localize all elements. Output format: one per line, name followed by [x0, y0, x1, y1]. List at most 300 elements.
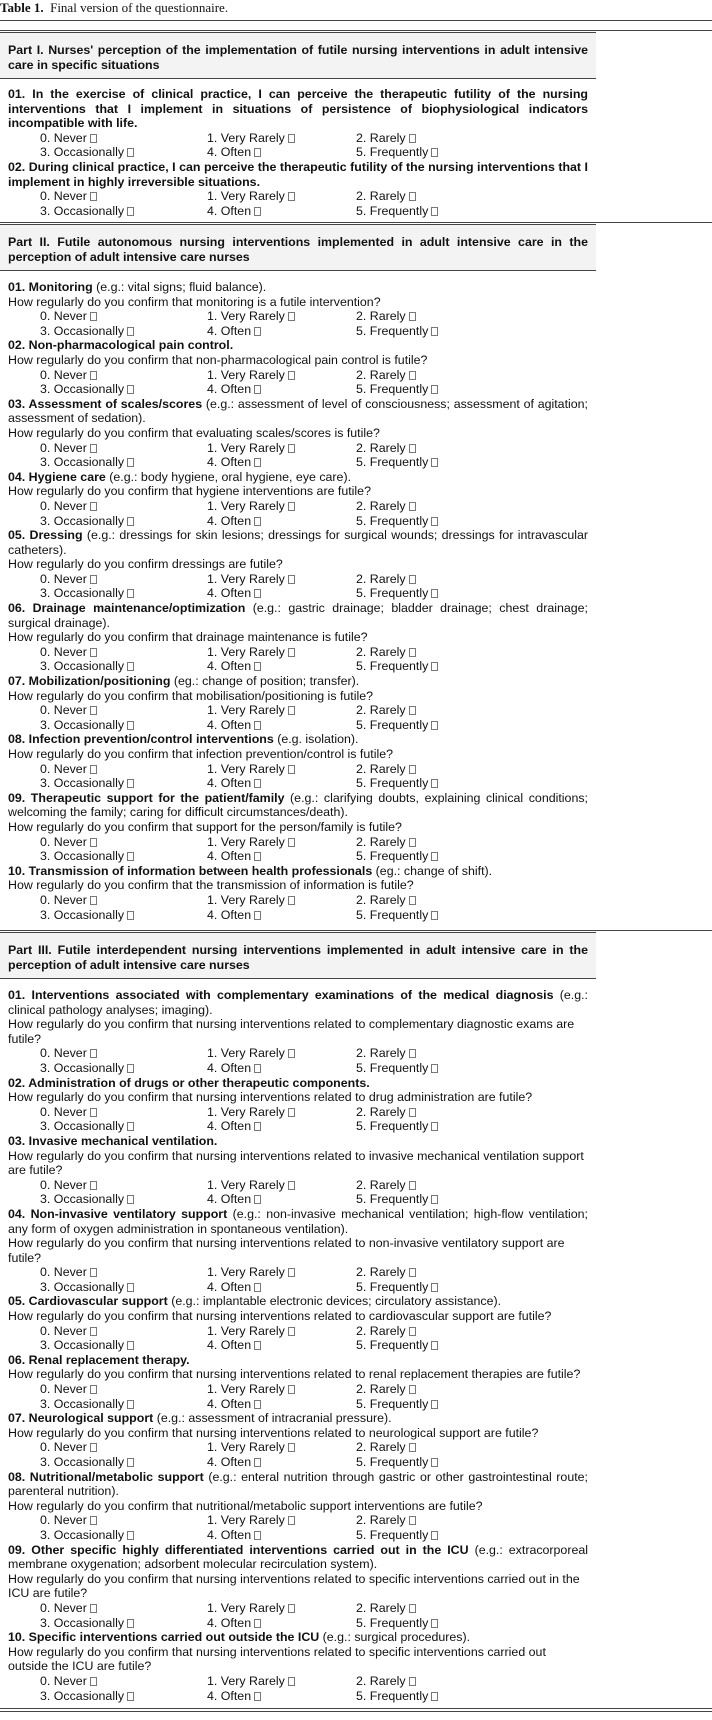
answer-option[interactable]	[207, 908, 261, 923]
item-question: How regularly do you confirm dressings are futile?	[8, 557, 283, 572]
checkbox-icon[interactable]	[431, 327, 438, 336]
checkbox-icon[interactable]	[254, 589, 261, 598]
checkbox-icon[interactable]	[90, 1677, 97, 1686]
checkbox-icon[interactable]	[254, 1064, 261, 1073]
answer-option[interactable]	[207, 1440, 295, 1455]
checkbox-icon[interactable]	[431, 779, 438, 788]
checkbox-icon[interactable]	[409, 765, 416, 774]
answer-option[interactable]	[207, 1528, 261, 1543]
checkbox-icon[interactable]	[90, 1049, 97, 1058]
checkbox-icon[interactable]	[90, 1443, 97, 1452]
answer-option[interactable]	[356, 1265, 416, 1280]
answer-option[interactable]	[40, 1601, 97, 1616]
item-title-bold: 02. Administration of drugs or other therapeutic components.	[8, 1075, 370, 1090]
answer-option[interactable]	[207, 514, 261, 529]
checkbox-icon[interactable]	[409, 648, 416, 657]
checkbox-icon[interactable]	[90, 1327, 97, 1336]
item-title-detail: (eg.: change of shift).	[372, 863, 493, 878]
item-question: How regularly do you confirm that nursing interventions related to specific interventions carried out outside the ICU are futile?	[8, 1644, 546, 1674]
answer-option[interactable]	[356, 382, 438, 397]
checkbox-icon[interactable]	[254, 779, 261, 788]
checkbox-icon[interactable]	[127, 207, 134, 216]
answer-option[interactable]	[207, 382, 261, 397]
answer-option[interactable]	[356, 1192, 438, 1207]
checkbox-icon[interactable]	[254, 207, 261, 216]
answer-option[interactable]	[40, 1192, 134, 1207]
answer-option-label: 1. Very Rarely	[207, 571, 285, 586]
checkbox-icon[interactable]	[127, 852, 134, 861]
answer-option[interactable]	[356, 1061, 438, 1076]
checkbox-icon[interactable]	[409, 1443, 416, 1452]
answer-option[interactable]	[356, 703, 416, 718]
answer-option[interactable]	[207, 499, 295, 514]
checkbox-icon[interactable]	[90, 192, 97, 201]
answer-option[interactable]	[207, 455, 261, 470]
answer-option-label: 1. Very Rarely	[207, 1440, 285, 1455]
answer-option[interactable]	[207, 586, 261, 601]
checkbox-icon[interactable]	[90, 1516, 97, 1525]
checkbox-icon[interactable]	[90, 1268, 97, 1277]
answer-option[interactable]	[207, 645, 295, 660]
checkbox-icon[interactable]	[409, 1327, 416, 1336]
answer-option[interactable]	[356, 1178, 416, 1193]
answer-option[interactable]	[356, 1338, 438, 1353]
answer-option[interactable]	[207, 1338, 261, 1353]
answer-option[interactable]	[40, 189, 97, 204]
checkbox-icon[interactable]	[431, 911, 438, 920]
checkbox-icon[interactable]	[90, 312, 97, 321]
answer-option[interactable]	[40, 1178, 97, 1193]
answer-option-label: 2. Rarely	[356, 1440, 406, 1455]
checkbox-icon[interactable]	[90, 371, 97, 380]
checkbox-icon[interactable]	[288, 1677, 295, 1686]
answer-option[interactable]	[40, 1674, 97, 1689]
answer-option[interactable]	[356, 908, 438, 923]
item-question: How regularly do you confirm that nursing interventions related to invasive mechanical ventilation support are futile?	[8, 1148, 584, 1178]
answer-option-label: 5. Frequently	[356, 849, 429, 864]
item-question: How regularly do you confirm that drainage maintenance is futile?	[8, 630, 368, 645]
answer-option[interactable]	[207, 131, 295, 146]
answer-option-label: 1. Very Rarely	[207, 1265, 285, 1280]
answer-option[interactable]	[207, 1192, 261, 1207]
checkbox-icon[interactable]	[409, 134, 416, 143]
answer-option[interactable]	[207, 1689, 261, 1704]
answer-option[interactable]	[356, 893, 416, 908]
checkbox-icon[interactable]	[254, 385, 261, 394]
checkbox-icon[interactable]	[127, 1064, 134, 1073]
checkbox-icon[interactable]	[409, 1108, 416, 1117]
checkbox-icon[interactable]	[409, 1268, 416, 1277]
checkbox-icon[interactable]	[90, 502, 97, 511]
answer-options	[8, 1046, 588, 1075]
checkbox-icon[interactable]	[409, 1049, 416, 1058]
checkbox-icon[interactable]	[431, 662, 438, 671]
answer-option[interactable]	[207, 762, 295, 777]
answer-option[interactable]	[356, 762, 416, 777]
answer-option[interactable]	[356, 499, 416, 514]
checkbox-icon[interactable]	[90, 648, 97, 657]
checkbox-icon[interactable]	[254, 1458, 261, 1467]
checkbox-icon[interactable]	[254, 662, 261, 671]
checkbox-icon[interactable]	[127, 1400, 134, 1409]
answer-option[interactable]	[40, 441, 97, 456]
answer-option-label: 2. Rarely	[356, 1265, 406, 1280]
answer-option[interactable]	[207, 572, 295, 587]
answer-option[interactable]	[40, 1324, 97, 1339]
checkbox-icon[interactable]	[90, 1108, 97, 1117]
checkbox-icon[interactable]	[127, 911, 134, 920]
checkbox-icon[interactable]	[127, 458, 134, 467]
item-title-detail: (e.g.: clarifying doubts, explaining clinical conditions; welcoming the family; caring for difficult circumstances/death).	[8, 790, 588, 820]
checkbox-icon[interactable]	[254, 911, 261, 920]
answer-option[interactable]	[40, 131, 97, 146]
checkbox-icon[interactable]	[90, 134, 97, 143]
answer-option[interactable]	[207, 1046, 295, 1061]
answer-option-label: 2. Rarely	[356, 892, 406, 907]
answer-option[interactable]	[356, 1382, 416, 1397]
checkbox-icon[interactable]	[409, 502, 416, 511]
checkbox-icon[interactable]	[431, 385, 438, 394]
answer-option[interactable]	[356, 1397, 438, 1412]
checkbox-icon[interactable]	[90, 706, 97, 715]
answer-option-label: 0. Never	[40, 761, 87, 776]
answer-option[interactable]	[40, 1440, 97, 1455]
checkbox-icon[interactable]	[254, 148, 261, 157]
checkbox-icon[interactable]	[409, 1604, 416, 1613]
answer-option-label: 2. Rarely	[356, 498, 406, 513]
checkbox-icon[interactable]	[90, 575, 97, 584]
checkbox-icon[interactable]	[288, 765, 295, 774]
answer-option-label: 5. Frequently	[356, 323, 429, 338]
answer-option[interactable]	[40, 893, 97, 908]
answer-option[interactable]	[40, 703, 97, 718]
answer-option[interactable]	[40, 514, 134, 529]
answer-option[interactable]	[356, 586, 438, 601]
checkbox-icon[interactable]	[288, 1049, 295, 1058]
answer-option[interactable]	[356, 1046, 416, 1061]
answer-option[interactable]	[356, 1513, 416, 1528]
answer-option-label: 2. Rarely	[356, 1104, 406, 1119]
item-question: How regularly do you confirm that non-pharmacological pain control is futile?	[8, 352, 428, 367]
checkbox-icon[interactable]	[409, 1516, 416, 1525]
answer-option[interactable]	[356, 1674, 416, 1689]
answer-option[interactable]	[356, 145, 438, 160]
answer-option[interactable]	[40, 659, 134, 674]
answer-option[interactable]	[40, 382, 134, 397]
answer-option[interactable]	[207, 1061, 261, 1076]
checkbox-icon[interactable]	[431, 1458, 438, 1467]
answer-option[interactable]	[356, 1324, 416, 1339]
checkbox-icon[interactable]	[431, 207, 438, 216]
checkbox-icon[interactable]	[431, 1692, 438, 1701]
checkbox-icon[interactable]	[288, 575, 295, 584]
answer-option[interactable]	[356, 645, 416, 660]
answer-option[interactable]	[207, 368, 295, 383]
answer-option[interactable]	[207, 1280, 261, 1295]
answer-option[interactable]	[40, 1280, 134, 1295]
checkbox-icon[interactable]	[254, 1531, 261, 1540]
checkbox-icon[interactable]	[127, 1692, 134, 1701]
checkbox-icon[interactable]	[288, 896, 295, 905]
answer-option[interactable]	[40, 776, 134, 791]
answer-option[interactable]	[207, 1105, 295, 1120]
checkbox-icon[interactable]	[127, 327, 134, 336]
answer-option[interactable]	[207, 1616, 261, 1631]
answer-option[interactable]	[40, 572, 97, 587]
checkbox-icon[interactable]	[288, 312, 295, 321]
checkbox-icon[interactable]	[254, 1341, 261, 1350]
answer-option-label: 1. Very Rarely	[207, 1177, 285, 1192]
checkbox-icon[interactable]	[409, 371, 416, 380]
answer-option[interactable]	[40, 1455, 134, 1470]
answer-option[interactable]	[207, 1455, 261, 1470]
answer-option[interactable]	[207, 776, 261, 791]
answer-option[interactable]	[40, 762, 97, 777]
answer-option[interactable]	[207, 441, 295, 456]
answer-option[interactable]	[356, 1105, 416, 1120]
checkbox-icon[interactable]	[254, 517, 261, 526]
part-3-body	[0, 988, 596, 1703]
answer-option[interactable]	[40, 309, 97, 324]
checkbox-icon[interactable]	[431, 517, 438, 526]
checkbox-icon[interactable]	[127, 385, 134, 394]
answer-option[interactable]	[207, 1119, 261, 1134]
answer-option[interactable]	[207, 1397, 261, 1412]
answer-option-label: 5. Frequently	[356, 382, 429, 397]
checkbox-icon[interactable]	[431, 458, 438, 467]
checkbox-icon[interactable]	[254, 852, 261, 861]
answer-option[interactable]	[40, 499, 97, 514]
checkbox-icon[interactable]	[431, 1400, 438, 1409]
answer-option[interactable]	[207, 1265, 295, 1280]
answer-option[interactable]	[40, 835, 97, 850]
checkbox-icon[interactable]	[288, 1443, 295, 1452]
answer-option-label: 1. Very Rarely	[207, 498, 285, 513]
checkbox-icon[interactable]	[127, 517, 134, 526]
answer-option[interactable]	[207, 703, 295, 718]
answer-option[interactable]	[356, 835, 416, 850]
answer-option[interactable]	[356, 1616, 438, 1631]
checkbox-icon[interactable]	[288, 1604, 295, 1613]
answer-option[interactable]	[207, 835, 295, 850]
checkbox-icon[interactable]	[254, 1283, 261, 1292]
answer-option[interactable]	[40, 1338, 134, 1353]
answer-option[interactable]	[207, 145, 261, 160]
answer-option[interactable]	[356, 514, 438, 529]
answer-option[interactable]	[207, 1513, 295, 1528]
answer-option[interactable]	[356, 1119, 438, 1134]
answer-option-label: 0. Never	[40, 703, 87, 718]
answer-option-label: 0. Never	[40, 130, 87, 145]
checkbox-icon[interactable]	[90, 444, 97, 453]
answer-option[interactable]	[356, 324, 438, 339]
checkbox-icon[interactable]	[409, 444, 416, 453]
answer-option[interactable]	[207, 189, 295, 204]
checkbox-icon[interactable]	[90, 1385, 97, 1394]
checkbox-icon[interactable]	[431, 589, 438, 598]
answer-option[interactable]	[207, 1324, 295, 1339]
answer-option[interactable]	[40, 1616, 134, 1631]
checkbox-icon[interactable]	[90, 838, 97, 847]
checkbox-icon[interactable]	[127, 1531, 134, 1540]
answer-option[interactable]	[356, 441, 416, 456]
checkbox-icon[interactable]	[127, 1458, 134, 1467]
answer-option[interactable]	[40, 204, 134, 219]
answer-option[interactable]	[40, 718, 134, 733]
answer-option[interactable]	[356, 1601, 416, 1616]
checkbox-icon[interactable]	[431, 148, 438, 157]
checkbox-icon[interactable]	[409, 1181, 416, 1190]
checkbox-icon[interactable]	[288, 648, 295, 657]
checkbox-icon[interactable]	[288, 1108, 295, 1117]
answer-option[interactable]	[207, 849, 261, 864]
item-title	[8, 864, 588, 879]
item-title-bold: 03. Assessment of scales/scores	[8, 396, 203, 411]
checkbox-icon[interactable]	[127, 1195, 134, 1204]
checkbox-icon[interactable]	[288, 192, 295, 201]
checkbox-icon[interactable]	[288, 838, 295, 847]
checkbox-icon[interactable]	[127, 1122, 134, 1131]
checkbox-icon[interactable]	[127, 589, 134, 598]
answer-option[interactable]	[40, 1397, 134, 1412]
checkbox-icon[interactable]	[409, 1385, 416, 1394]
answer-option[interactable]	[356, 1528, 438, 1543]
checkbox-icon[interactable]	[90, 1604, 97, 1613]
checkbox-icon[interactable]	[431, 1283, 438, 1292]
answer-option[interactable]	[356, 776, 438, 791]
answer-option[interactable]	[40, 1119, 134, 1134]
checkbox-icon[interactable]	[288, 371, 295, 380]
checkbox-icon[interactable]	[431, 1619, 438, 1628]
checkbox-icon[interactable]	[254, 1400, 261, 1409]
checkbox-icon[interactable]	[254, 1619, 261, 1628]
answer-option[interactable]	[40, 1513, 97, 1528]
item-title-bold: 07. Neurological support	[8, 1411, 154, 1426]
answer-option[interactable]	[40, 1382, 97, 1397]
checkbox-icon[interactable]	[288, 706, 295, 715]
checkbox-icon[interactable]	[409, 312, 416, 321]
checkbox-icon[interactable]	[127, 1341, 134, 1350]
checkbox-icon[interactable]	[288, 444, 295, 453]
answer-option[interactable]	[40, 849, 134, 864]
answer-option-label: 3. Occasionally	[40, 907, 125, 922]
checkbox-icon[interactable]	[90, 765, 97, 774]
checkbox-icon[interactable]	[127, 779, 134, 788]
answer-option[interactable]	[207, 718, 261, 733]
checkbox-icon[interactable]	[431, 1531, 438, 1540]
checkbox-icon[interactable]	[288, 1516, 295, 1525]
answer-option[interactable]	[40, 455, 134, 470]
answer-option[interactable]	[207, 1382, 295, 1397]
checkbox-icon[interactable]	[288, 1385, 295, 1394]
answer-option[interactable]	[356, 309, 416, 324]
checkbox-icon[interactable]	[254, 327, 261, 336]
checkbox-icon[interactable]	[431, 1122, 438, 1131]
answer-option[interactable]	[40, 586, 134, 601]
answer-option[interactable]	[207, 1674, 295, 1689]
checkbox-icon[interactable]	[431, 1064, 438, 1073]
item-question: How regularly do you confirm that monitoring is a futile intervention?	[8, 294, 381, 309]
checkbox-icon[interactable]	[431, 852, 438, 861]
answer-option[interactable]	[40, 145, 134, 160]
checkbox-icon[interactable]	[409, 575, 416, 584]
checkbox-icon[interactable]	[409, 706, 416, 715]
answer-option-label: 5. Frequently	[356, 776, 429, 791]
answer-option[interactable]	[40, 1265, 97, 1280]
checkbox-icon[interactable]	[127, 721, 134, 730]
answer-option[interactable]	[356, 368, 416, 383]
checkbox-icon[interactable]	[288, 1327, 295, 1336]
checkbox-icon[interactable]	[254, 1692, 261, 1701]
checkbox-icon[interactable]	[288, 502, 295, 511]
answer-option[interactable]	[40, 1528, 134, 1543]
answer-option[interactable]	[356, 189, 416, 204]
answer-option[interactable]	[40, 1046, 97, 1061]
checkbox-icon[interactable]	[127, 1283, 134, 1292]
answer-option[interactable]	[356, 659, 438, 674]
question-item	[8, 601, 588, 674]
checkbox-icon[interactable]	[409, 192, 416, 201]
checkbox-icon[interactable]	[254, 1195, 261, 1204]
checkbox-icon[interactable]	[254, 1122, 261, 1131]
answer-option[interactable]	[40, 1105, 97, 1120]
answer-option[interactable]	[207, 324, 261, 339]
checkbox-icon[interactable]	[409, 1677, 416, 1686]
answer-option[interactable]	[356, 849, 438, 864]
answer-option[interactable]	[356, 572, 416, 587]
checkbox-icon[interactable]	[431, 1195, 438, 1204]
answer-option[interactable]	[207, 309, 295, 324]
checkbox-icon[interactable]	[288, 1181, 295, 1190]
checkbox-icon[interactable]	[127, 662, 134, 671]
answer-option[interactable]	[356, 131, 416, 146]
answer-option[interactable]	[40, 324, 134, 339]
answer-option[interactable]	[207, 659, 261, 674]
answer-option[interactable]	[356, 1440, 416, 1455]
answer-option[interactable]	[40, 368, 97, 383]
checkbox-icon[interactable]	[409, 896, 416, 905]
checkbox-icon[interactable]	[409, 838, 416, 847]
answer-option[interactable]	[356, 1689, 438, 1704]
answer-option[interactable]	[40, 1689, 134, 1704]
checkbox-icon[interactable]	[431, 1341, 438, 1350]
answer-option[interactable]	[40, 645, 97, 660]
checkbox-icon[interactable]	[127, 148, 134, 157]
answer-option-label: 1. Very Rarely	[207, 1600, 285, 1615]
answer-option[interactable]	[356, 718, 438, 733]
answer-option[interactable]	[356, 204, 438, 219]
answer-options	[8, 131, 588, 160]
checkbox-icon[interactable]	[90, 1181, 97, 1190]
answer-option[interactable]	[356, 455, 438, 470]
answer-option[interactable]	[40, 908, 134, 923]
answer-option[interactable]	[356, 1280, 438, 1295]
checkbox-icon[interactable]	[127, 1619, 134, 1628]
answer-option[interactable]	[207, 1178, 295, 1193]
answer-option[interactable]	[40, 1061, 134, 1076]
answer-option[interactable]	[207, 204, 261, 219]
answer-option[interactable]	[207, 1601, 295, 1616]
checkbox-icon[interactable]	[254, 458, 261, 467]
checkbox-icon[interactable]	[288, 1268, 295, 1277]
answer-option-label: 2. Rarely	[356, 367, 406, 382]
answer-option[interactable]	[207, 893, 295, 908]
checkbox-icon[interactable]	[254, 721, 261, 730]
checkbox-icon[interactable]	[431, 721, 438, 730]
checkbox-icon[interactable]	[90, 896, 97, 905]
checkbox-icon[interactable]	[288, 134, 295, 143]
answer-option[interactable]	[356, 1455, 438, 1470]
